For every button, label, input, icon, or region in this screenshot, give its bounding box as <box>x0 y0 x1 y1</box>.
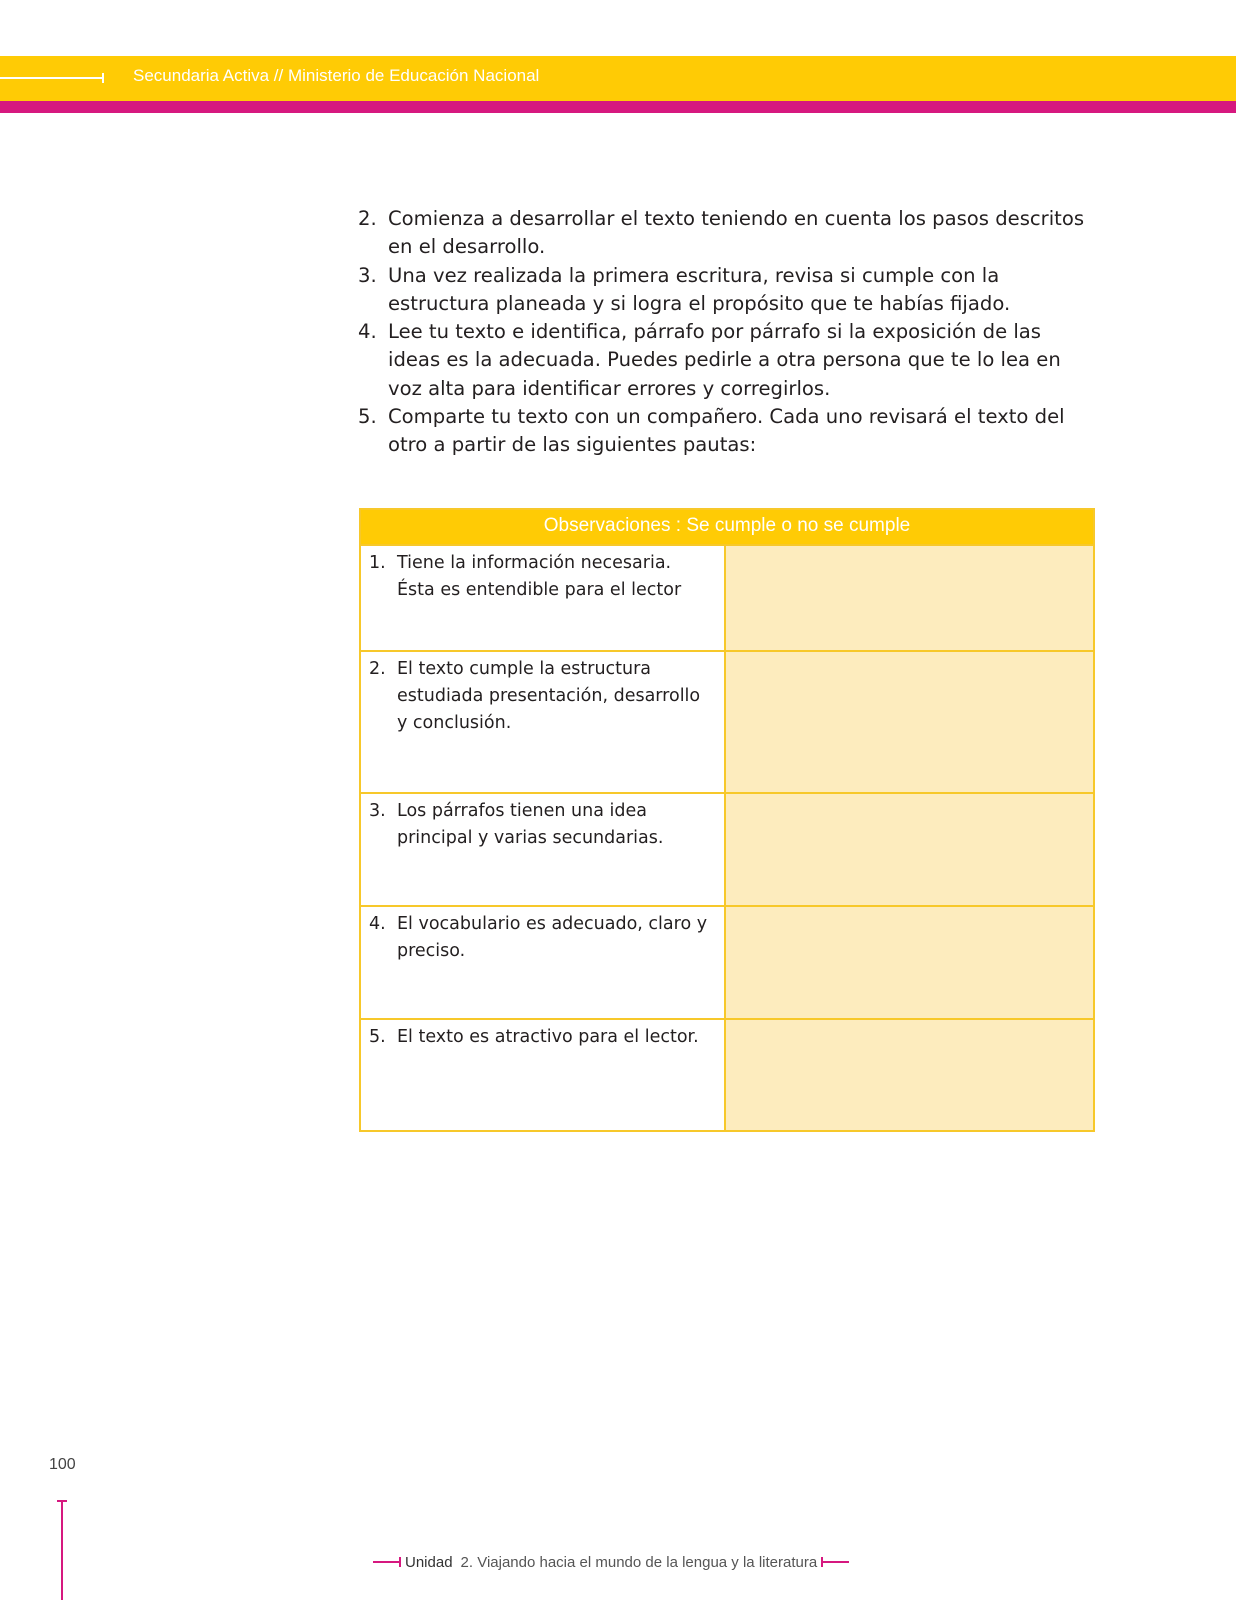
footer-unit <box>373 1552 849 1572</box>
criterion-cell <box>361 546 726 650</box>
criterion-number: 5. <box>369 1027 386 1047</box>
criterion-text: Los párrafos tienen una idea principal y varias secundarias. <box>397 801 664 848</box>
steps-list <box>355 205 1095 460</box>
criterion-cell <box>361 1020 726 1130</box>
page-number: 100 <box>49 1456 76 1473</box>
step-text: Comienza a desarrollar el texto teniendo en cuenta los pasos descritos en el desarrollo. <box>388 207 1085 259</box>
margin-rule <box>61 1501 63 1600</box>
answer-cell[interactable] <box>726 1020 1093 1130</box>
footer-rule-right <box>821 1561 849 1563</box>
step-text: Comparte tu texto con un compañero. Cada uno revisará el texto del otro a partir de las siguientes pautas: <box>388 405 1065 457</box>
table-row <box>361 792 1093 905</box>
criterion-text: Tiene la información necesaria. Ésta es entendible para el lector <box>397 553 682 600</box>
table-row <box>361 1018 1093 1130</box>
step-item <box>355 262 1095 319</box>
step-text: Una vez realizada la primera escritura, revisa si cumple con la estructura planeada y si logra el propósito que te habías fijado. <box>388 263 1011 315</box>
table-row <box>361 905 1093 1018</box>
header-rule-cap <box>102 73 104 83</box>
answer-cell[interactable] <box>726 652 1093 792</box>
answer-cell[interactable] <box>726 546 1093 650</box>
criterion-number: 3. <box>369 801 386 821</box>
criterion-text: El texto cumple la estructura estudiada presentación, desarrollo y conclusión. <box>397 659 701 733</box>
criterion-text: El texto es atractivo para el lector. <box>397 1027 699 1047</box>
step-item <box>355 403 1095 460</box>
observations-table-header: Observaciones : Se cumple o no se cumple <box>361 510 1093 544</box>
table-row <box>361 650 1093 792</box>
criterion-cell <box>361 652 726 792</box>
footer-unit-label: Unidad <box>405 1553 453 1571</box>
criterion-cell <box>361 794 726 905</box>
criterion-number: 1. <box>369 553 386 573</box>
criterion-number: 2. <box>369 659 386 679</box>
footer-rule-left <box>373 1561 401 1563</box>
step-item <box>355 318 1095 403</box>
step-item <box>355 205 1095 262</box>
header-rule <box>0 77 102 79</box>
header-title: Secundaria Activa // Ministerio de Educación Nacional <box>133 66 540 85</box>
step-number: 3. <box>358 263 377 287</box>
footer-unit-title: 2. Viajando hacia el mundo de la lengua y la literatura <box>460 1553 818 1571</box>
step-number: 5. <box>358 405 377 429</box>
answer-cell[interactable] <box>726 794 1093 905</box>
criterion-number: 4. <box>369 914 386 934</box>
criterion-cell <box>361 907 726 1018</box>
header-stripe <box>0 101 1236 113</box>
step-text: Lee tu texto e identifica, párrafo por párrafo si la exposición de las ideas es la adecuada. Puedes pedirle a otra persona que te lo lea en voz alta para identificar errores y corregirlos. <box>388 320 1061 400</box>
step-number: 4. <box>358 320 377 344</box>
criterion-text: El vocabulario es adecuado, claro y preciso. <box>397 914 708 961</box>
observations-table <box>359 508 1095 1132</box>
step-number: 2. <box>358 207 377 230</box>
answer-cell[interactable] <box>726 907 1093 1018</box>
table-row <box>361 544 1093 650</box>
